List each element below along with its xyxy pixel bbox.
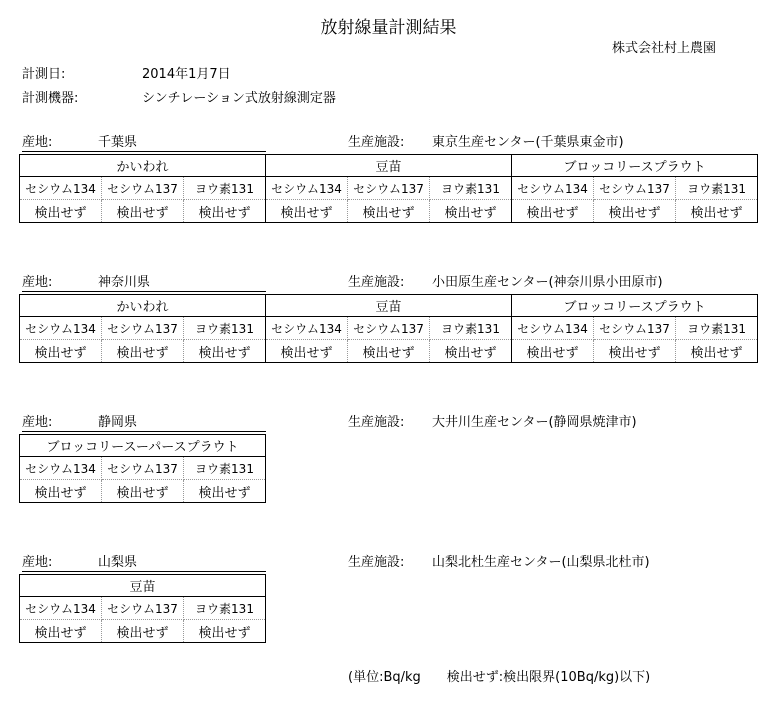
product-name: かいわれ [20, 155, 266, 177]
unit-note: (単位:Bq/kg 検出せず:検出限界(10Bq/kg)以下) [348, 670, 651, 685]
result-value: 検出せず [20, 340, 102, 363]
product-name: かいわれ [20, 295, 266, 317]
isotope-header: セシウム134 [512, 317, 594, 340]
isotope-header: セシウム134 [266, 177, 348, 200]
date-label: 計測日: [22, 67, 66, 82]
result-value: 検出せず [102, 620, 184, 643]
result-value: 検出せず [20, 200, 102, 223]
result-value: 検出せず [430, 200, 512, 223]
origin-label: 産地: [22, 136, 98, 152]
isotope-header: セシウム134 [20, 597, 102, 620]
product-name: ブロッコリースプラウト [512, 155, 758, 177]
device-value: シンチレーション式放射線測定器 [142, 91, 336, 106]
isotope-header: ヨウ素131 [184, 597, 266, 620]
origin-label: 産地: [22, 416, 98, 432]
result-value: 検出せず [266, 340, 348, 363]
origin-label: 産地: [22, 276, 98, 292]
isotope-header: セシウム137 [348, 177, 430, 200]
facility-value: 大井川生産センター(静岡県焼津市) [432, 415, 637, 430]
isotope-header: セシウム137 [102, 317, 184, 340]
facility-label: 生産施設: [348, 555, 405, 570]
origin-label: 産地: [22, 556, 98, 572]
result-value: 検出せず [348, 340, 430, 363]
product-name: 豆苗 [20, 575, 266, 597]
isotope-header: ヨウ素131 [430, 177, 512, 200]
result-value: 検出せず [20, 620, 102, 643]
isotope-header: セシウム134 [20, 317, 102, 340]
isotope-header: ヨウ素131 [430, 317, 512, 340]
device-label: 計測機器: [22, 91, 79, 106]
result-value: 検出せず [184, 620, 266, 643]
result-value: 検出せず [594, 200, 676, 223]
product-name: 豆苗 [266, 295, 512, 317]
product-name: ブロッコリースーパースプラウト [20, 435, 266, 457]
isotope-header: ヨウ素131 [184, 177, 266, 200]
facility-value: 山梨北杜生産センター(山梨県北杜市) [432, 555, 650, 570]
result-value: 検出せず [102, 340, 184, 363]
isotope-header: セシウム137 [594, 317, 676, 340]
isotope-header: セシウム134 [512, 177, 594, 200]
result-value: 検出せず [184, 340, 266, 363]
result-value: 検出せず [266, 200, 348, 223]
result-value: 検出せず [102, 200, 184, 223]
result-value: 検出せず [102, 480, 184, 503]
results-table [19, 574, 266, 643]
isotope-header: セシウム137 [102, 597, 184, 620]
isotope-header: セシウム134 [20, 457, 102, 480]
origin-value: 山梨県 [98, 556, 266, 572]
isotope-header: セシウム137 [102, 177, 184, 200]
result-value: 検出せず [348, 200, 430, 223]
result-value: 検出せず [512, 200, 594, 223]
result-value: 検出せず [594, 340, 676, 363]
isotope-header: セシウム137 [594, 177, 676, 200]
result-value: 検出せず [430, 340, 512, 363]
isotope-header: ヨウ素131 [676, 317, 758, 340]
result-value: 検出せず [184, 480, 266, 503]
results-table [19, 294, 758, 363]
result-value: 検出せず [676, 200, 758, 223]
results-table [19, 434, 266, 503]
result-value: 検出せず [184, 200, 266, 223]
isotope-header: ヨウ素131 [676, 177, 758, 200]
product-name: 豆苗 [266, 155, 512, 177]
origin-value: 千葉県 [98, 136, 266, 152]
result-value: 検出せず [512, 340, 594, 363]
facility-label: 生産施設: [348, 135, 405, 150]
isotope-header: セシウム137 [102, 457, 184, 480]
result-value: 検出せず [676, 340, 758, 363]
isotope-header: ヨウ素131 [184, 317, 266, 340]
date-value: 2014年1月7日 [142, 67, 231, 82]
result-value: 検出せず [20, 480, 102, 503]
isotope-header: ヨウ素131 [184, 457, 266, 480]
facility-value: 東京生産センター(千葉県東金市) [432, 135, 624, 150]
product-name: ブロッコリースプラウト [512, 295, 758, 317]
facility-label: 生産施設: [348, 415, 405, 430]
origin-value: 静岡県 [98, 416, 266, 432]
isotope-header: セシウム137 [348, 317, 430, 340]
isotope-header: セシウム134 [20, 177, 102, 200]
results-table [19, 154, 758, 223]
isotope-header: セシウム134 [266, 317, 348, 340]
facility-label: 生産施設: [348, 275, 405, 290]
facility-value: 小田原生産センター(神奈川県小田原市) [432, 275, 663, 290]
company-name: 株式会社村上農園 [612, 41, 717, 56]
origin-value: 神奈川県 [98, 276, 266, 292]
document-title: 放射線量計測結果 [320, 18, 457, 38]
